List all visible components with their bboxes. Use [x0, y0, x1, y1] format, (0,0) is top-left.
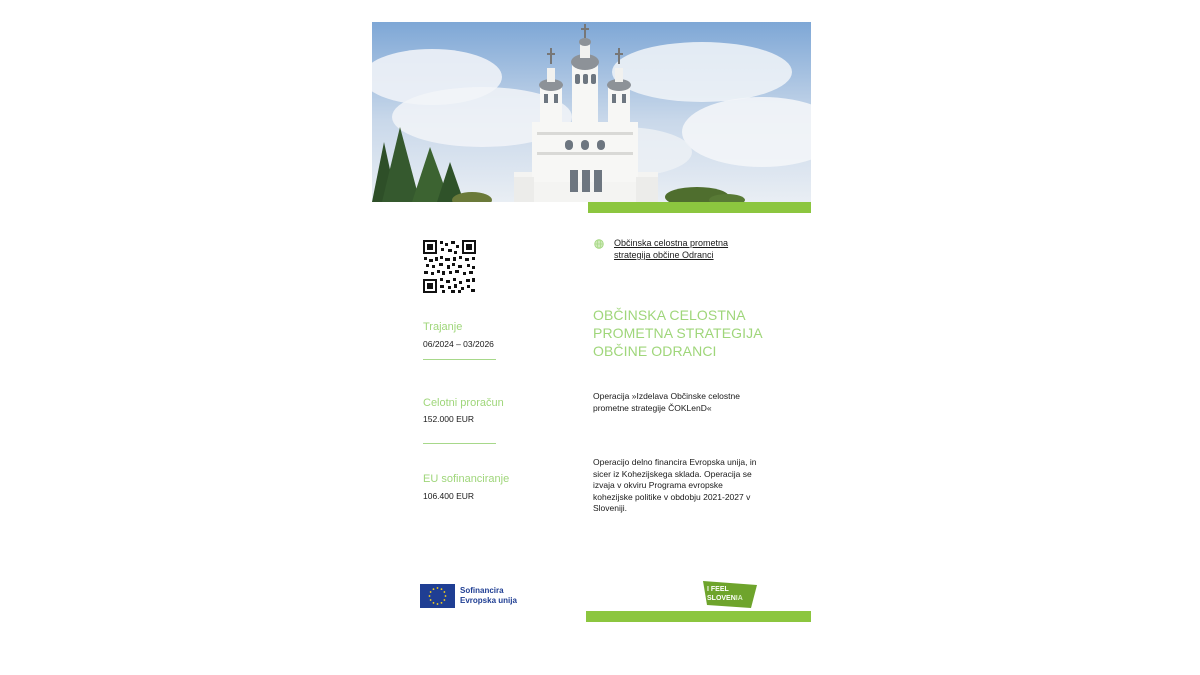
top-accent-bar [588, 202, 811, 213]
budget-label: Celotni proračun [423, 397, 504, 409]
budget-value: 152.000 EUR [423, 414, 475, 424]
eu-cofunded-text: Sofinancira Evropska unija [460, 586, 517, 605]
eu-cofinancing-value: 106.400 EUR [423, 491, 475, 501]
church-photo [372, 22, 811, 202]
eu-cofunded-logo [420, 584, 540, 610]
i-feel-slovenia-logo [703, 581, 757, 608]
duration-value: 06/2024 – 03/2026 [423, 339, 494, 349]
operation-description: Operacija »Izdelava Občinske celostne prometne strategije ČOKLenD« [593, 391, 740, 413]
svg-text:SLOVENIA: SLOVENIA [707, 595, 743, 602]
divider [423, 359, 496, 360]
funding-description: Operacijo delno financira Evropska unija, in sicer iz Kohezijskega sklada. Operacija se izvaja v okviru Programa evropske kohezijske politike v obdobju 2021-2027 v Sloveniji. [593, 457, 757, 513]
divider [423, 443, 496, 444]
duration-label: Trajanje [423, 321, 463, 333]
eu-cofinancing-label: EU sofinanciranje [423, 473, 510, 485]
page-title: OBČINSKA CELOSTNA PROMETNA STRATEGIJA OBČINE ODRANCI [593, 307, 762, 359]
strategy-link[interactable]: Občinska celostna prometna strategija občine Odranci [614, 238, 729, 260]
bottom-accent-bar [586, 611, 811, 622]
eu-flag-icon [420, 584, 455, 608]
svg-text:I FEEL: I FEEL [707, 586, 729, 593]
globe-icon [594, 239, 604, 249]
qr-code[interactable] [423, 240, 476, 293]
project-poster [372, 22, 811, 632]
